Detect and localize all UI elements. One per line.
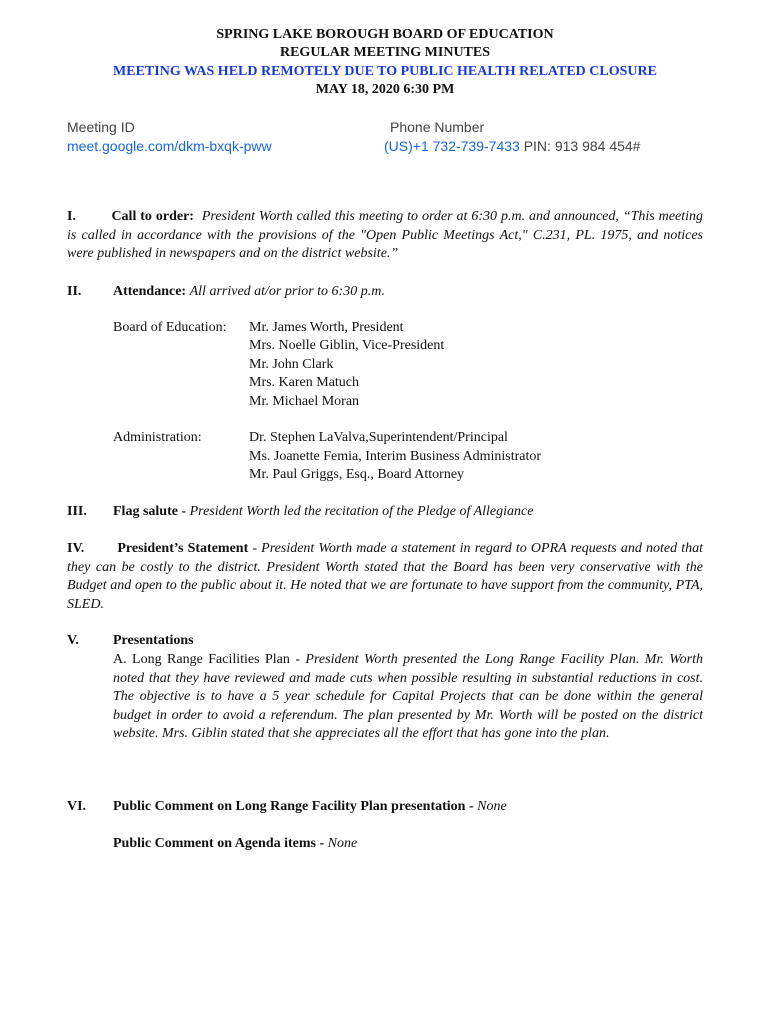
section-attendance	[113, 283, 385, 302]
remote-notice: MEETING WAS HELD REMOTELY DUE TO PUBLIC HEALTH RELATED CLOSURE	[113, 64, 657, 79]
board-member: Mrs. Karen Matuch	[249, 375, 360, 390]
section-title: Call to order:	[111, 209, 194, 224]
section-text: All arrived at/or prior to 6:30 p.m.	[189, 284, 385, 299]
section-title: Attendance:	[113, 284, 187, 299]
section-text: None	[327, 836, 358, 851]
phone-number-link[interactable]: (US)+1 732-739-7433	[384, 138, 520, 154]
phone-number-label: Phone Number	[390, 119, 485, 135]
section-title: Public Comment on Agenda items -	[113, 836, 325, 851]
section-text: None	[477, 799, 507, 814]
phone-pin: PIN: 913 984 454#	[519, 138, 641, 154]
presentation-long-range-facilities	[113, 651, 703, 744]
administration-label: Administration:	[113, 430, 202, 445]
administrator: Ms. Joanette Femia, Interim Business Administrator	[249, 449, 542, 464]
section-flag-salute	[113, 503, 533, 522]
board-member: Mr. Michael Moran	[249, 394, 360, 409]
section-call-to-order	[67, 208, 703, 264]
section-title: President’s Statement	[117, 541, 249, 556]
presentation-label: A. Long Range Facilities Plan -	[113, 652, 300, 667]
section-text: - President Worth made a statement in regard to OPRA requests and noted that they can be costly to the district. President Worth stated that the Board has been very conservative with the Budget and open to the public about it. He noted that we are fortunate to have support from the community, PTA, SLED.	[67, 541, 703, 612]
section-title: Public Comment on Long Range Facility Plan presentation -	[113, 799, 474, 814]
section-text: President Worth led the recitation of the Pledge of Allegiance	[189, 504, 534, 519]
section-number-attendance: II.	[67, 284, 82, 299]
section-number-flag-salute: III.	[67, 504, 87, 519]
administrator: Mr. Paul Griggs, Esq., Board Attorney	[249, 467, 465, 482]
administrator: Dr. Stephen LaValva,Superintendent/Principal	[249, 430, 508, 445]
board-member: Mr. John Clark	[249, 357, 334, 372]
section-title-presentations: Presentations	[113, 633, 194, 648]
phone-number-line	[384, 137, 640, 155]
board-title: SPRING LAKE BOROUGH BOARD OF EDUCATION	[216, 27, 554, 42]
meeting-date: MAY 18, 2020 6:30 PM	[315, 82, 455, 97]
section-number-presentations: V.	[67, 633, 79, 648]
section-number: I.	[67, 209, 76, 224]
presentation-text: President Worth presented the Long Range Facility Plan. Mr. Worth noted that they have reviewed and made cuts when possible resulting in substantial reductions in cost. The objective is to have a 5 year schedule for Capital Projects that can be done within the general budget in order to avoid a referendum. The plan presented by Mr. Worth will be posted on the district website. Mrs. Giblin stated that she appreciates all the effort that has gone into the plan.	[113, 652, 703, 741]
minutes-title: REGULAR MEETING MINUTES	[279, 45, 491, 60]
board-member: Mrs. Noelle Giblin, Vice-President	[249, 338, 445, 353]
section-presidents-statement	[67, 540, 703, 614]
meeting-id-link[interactable]: meet.google.com/dkm-bxqk-pww	[67, 138, 272, 154]
board-member: Mr. James Worth, President	[249, 320, 404, 335]
section-number-public-comment: VI.	[67, 799, 87, 814]
meeting-id-label: Meeting ID	[67, 119, 135, 135]
section-number: IV.	[67, 541, 85, 556]
public-comment-agenda	[113, 835, 357, 854]
public-comment-facility-plan	[113, 798, 507, 817]
section-text: President Worth called this meeting to order at 6:30 p.m. and announced, “This meeting is called in accordance with the provisions of the "Open Public Meetings Act," C.231, PL. 1975, and notices were published in newspapers and on the district website.”	[67, 209, 704, 261]
section-title: Flag salute -	[113, 504, 187, 519]
board-of-education-label: Board of Education:	[113, 320, 227, 335]
